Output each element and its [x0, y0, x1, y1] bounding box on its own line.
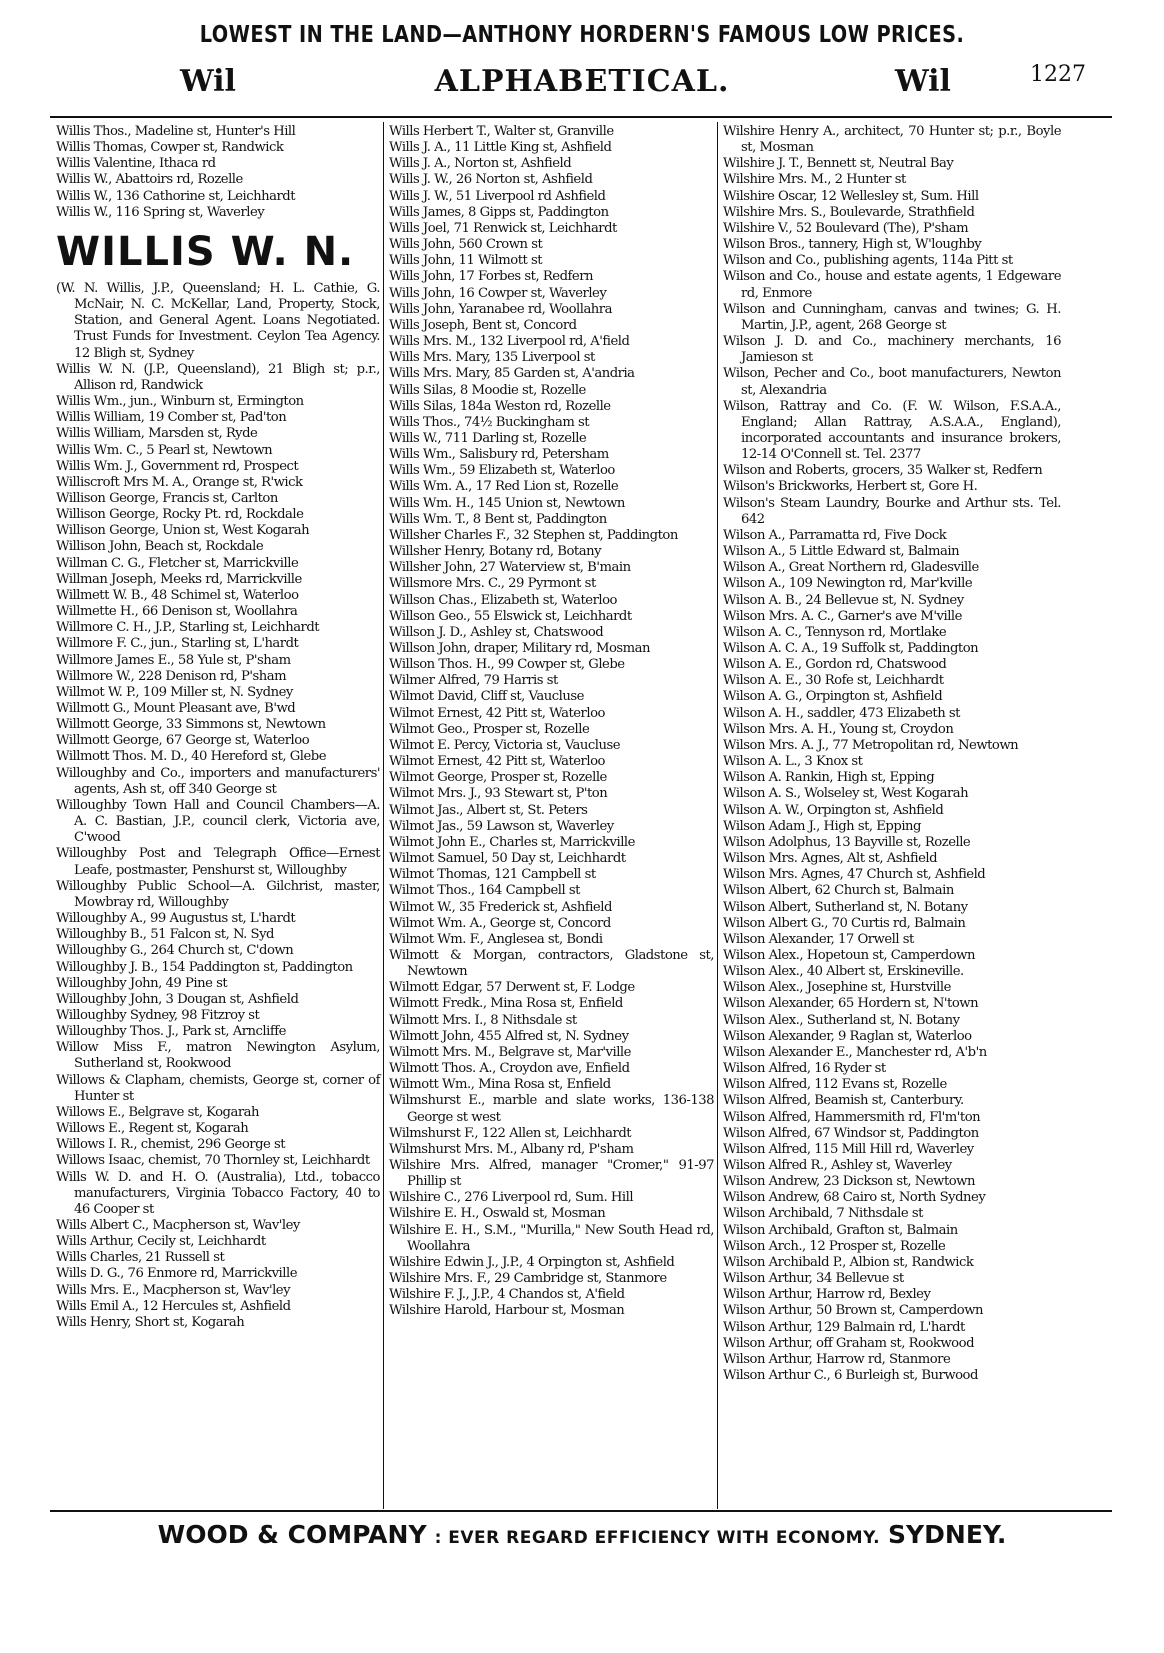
directory-entry: Willson John, draper, Military rd, Mosman	[389, 641, 651, 656]
directory-entry: Wilson Alfred, Hammersmith rd, Fl'm'ton	[723, 1109, 981, 1125]
directory-entry: Wills J. W., 26 Norton st, Ashfield	[389, 172, 593, 188]
left-guide-word: Wil	[180, 64, 236, 99]
directory-entry: Wills Charles, 21 Russell st	[56, 1250, 225, 1266]
directory-entry: Wilshire Henry A., architect, 70 Hunter st; p.r., Boyle st, Mosman	[723, 124, 1061, 156]
directory-entry: Wills Mrs. Mary, 85 Garden st, A'andria	[389, 366, 635, 382]
column-2-entries	[389, 124, 714, 1320]
directory-entry: Wills W., 711 Darling st, Rozelle	[389, 430, 587, 446]
directory-entry: Wilmot E. Percy, Victoria st, Vaucluse	[389, 737, 621, 753]
directory-entry: Willis William, Marsden st, Ryde	[56, 426, 258, 442]
footer-advert-banner	[0, 1520, 1164, 1549]
directory-entry: Willmott G., Mount Pleasant ave, B'wd	[56, 701, 296, 716]
directory-entry: Wilson A. L., 3 Knox st	[723, 754, 863, 770]
directory-entry: Wilson A. G., Orpington st, Ashfield	[723, 689, 943, 705]
directory-entry: Wilson Archibald, 7 Nithsdale st	[723, 1206, 923, 1222]
directory-entry: Wilshire J. T., Bennett st, Neutral Bay	[723, 156, 954, 172]
directory-entry: Wills Joseph, Bent st, Concord	[389, 317, 577, 333]
directory-entry: Wilmot Geo., Prosper st, Rozelle	[389, 721, 590, 737]
directory-entry: Willmore C. H., J.P., Starling st, Leichhardt	[56, 620, 320, 636]
footer-slogan: : EVER REGARD EFFICIENCY WITH ECONOMY.	[434, 1528, 881, 1548]
directory-entry: Wilson Alex., Hopetoun st, Camperdown	[723, 947, 975, 963]
directory-entry: Wilmot Mrs. J., 93 Stewart st, P'ton	[389, 786, 608, 802]
right-guide-word: Wil	[895, 64, 951, 99]
directory-entry: Wilmot George, Prosper st, Rozelle	[389, 770, 607, 786]
directory-entry: Willsher John, 27 Waterview st, B'main	[389, 560, 631, 576]
directory-entry: Wills Silas, 184a Weston rd, Rozelle	[389, 398, 611, 414]
directory-entry: Wilson Adolphus, 13 Bayville st, Rozelle	[723, 834, 971, 850]
directory-entry: Willoughby G., 264 Church st, C'down	[56, 943, 294, 959]
directory-entry: Willis Thomas, Cowper st, Randwick	[56, 140, 284, 156]
column-divider-1	[383, 122, 384, 1509]
directory-entry: Wilmshurst F., 122 Allen st, Leichhardt	[389, 1125, 632, 1141]
directory-entry: Wilson A. C., Tennyson rd, Mortlake	[723, 624, 947, 640]
directory-entry: Wilson Mrs. A. H., Young st, Croydon	[723, 721, 954, 737]
directory-entry: Willows & Clapham, chemists, George st, corner of Hunter st	[56, 1072, 380, 1104]
directory-entry: Willmott Thos. M. D., 40 Hereford st, Glebe	[56, 749, 327, 765]
directory-entry: Wills John, 17 Forbes st, Redfern	[389, 269, 593, 285]
header-rule	[50, 116, 1112, 118]
directory-entry: Wilson A., Great Northern rd, Gladesville	[723, 560, 979, 576]
directory-entry: Willoughby J. B., 154 Paddington st, Paddington	[56, 959, 353, 975]
directory-entry: Wilson Albert, Sutherland st, N. Botany	[723, 899, 968, 915]
directory-entry: Willows I. R., chemist, 296 George st	[56, 1137, 286, 1153]
directory-entry: Wilson A., 109 Newington rd, Mar'kville	[723, 576, 973, 592]
directory-entry: Wilmott Thos. A., Croydon ave, Enfield	[389, 1061, 630, 1077]
directory-entry: Willson Chas., Elizabeth st, Waterloo	[389, 592, 617, 608]
directory-entry: Willison George, Union st, West Kogarah	[56, 523, 310, 539]
directory-entry: Wills Mrs. E., Macpherson st, Wav'ley	[56, 1282, 291, 1298]
directory-entry: Wilson A. E., 30 Rofe st, Leichhardt	[723, 673, 944, 689]
directory-entry: Wilson A. W., Orpington st, Ashfield	[723, 802, 944, 818]
directory-entry: Wilson Bros., tannery, High st, W'loughby	[723, 237, 982, 253]
directory-entry: Wills John, 560 Crown st	[389, 237, 543, 253]
directory-entry: Wilshire V., 52 Boulevard (The), P'sham	[723, 220, 969, 236]
directory-entry: Wilshire C., 276 Liverpool rd, Sum. Hill	[389, 1190, 634, 1206]
directory-entry: Wilson's Steam Laundry, Bourke and Arthur sts. Tel. 642	[723, 495, 1061, 527]
column-3-entries	[723, 124, 1061, 1384]
directory-entry: Willison George, Francis st, Carlton	[56, 490, 278, 506]
directory-entry: Willson Thos. H., 99 Cowper st, Glebe	[389, 657, 625, 673]
directory-entry: Wilson A. Rankin, High st, Epping	[723, 770, 935, 786]
directory-entry: Wilshire Mrs. M., 2 Hunter st	[723, 172, 906, 188]
directory-entry: Wilmott Mrs. M., Belgrave st, Mar'ville	[389, 1044, 631, 1060]
directory-entry: Willoughby Post and Telegraph Office—Ernest Leafe, postmaster, Penshurst st, Willoughby	[56, 846, 380, 878]
directory-entry: Wilson Mrs. Agnes, Alt st, Ashfield	[723, 851, 938, 867]
directory-entry: Willoughby Town Hall and Council Chambers—A. A. C. Bastian, J.P., council clerk, Victoria ave, C'wood	[56, 797, 380, 846]
directory-entry: Wilson A. S., Wolseley st, West Kogarah	[723, 786, 969, 802]
directory-entry: Wills J. W., 51 Liverpool rd Ashfield	[389, 188, 606, 204]
directory-entry: Wilson Alex., Sutherland st, N. Botany	[723, 1012, 960, 1028]
directory-entry: Wilson Albert G., 70 Curtis rd, Balmain	[723, 915, 966, 931]
directory-entry: Willis W., 136 Cathorine st, Leichhardt	[56, 188, 296, 204]
directory-entry: Wills W. D. and H. O. (Australia), Ltd., tobacco manufacturers, Virginia Tobacco Factory, 40 to 46 Cooper st	[56, 1169, 380, 1217]
directory-entry: Wilson A. E., Gordon rd, Chatswood	[723, 657, 947, 673]
directory-entry: Wills Emil A., 12 Hercules st, Ashfield	[56, 1298, 291, 1314]
directory-entry: Willoughby A., 99 Augustus st, L'hardt	[56, 911, 296, 927]
directory-entry: Willoughby Sydney, 98 Fitzroy st	[56, 1007, 260, 1023]
directory-entry: Wilmshurst Mrs. M., Albany rd, P'sham	[389, 1141, 634, 1157]
column-1-entries-top	[56, 124, 380, 221]
directory-entry: Wills Herbert T., Walter st, Granville	[389, 124, 614, 139]
directory-entry: Wills Wm. H., 145 Union st, Newtown	[389, 495, 625, 511]
directory-entry: Wilshire Harold, Harbour st, Mosman	[389, 1303, 625, 1319]
directory-entry: Wilson A. C. A., 19 Suffolk st, Paddington	[723, 641, 979, 656]
directory-entry: Wills Thos., 74½ Buckingham st	[389, 414, 590, 430]
directory-entry: Wilmot Wm. F., Anglesea st, Bondi	[389, 931, 603, 947]
page-title: ALPHABETICAL.	[434, 64, 730, 99]
directory-entry: Wills J. A., 11 Little King st, Ashfield	[389, 140, 612, 156]
directory-entry: Wilson, Pecher and Co., boot manufacturers, Newton st, Alexandria	[723, 366, 1061, 398]
directory-entry: Wills John, 11 Wilmott st	[389, 253, 543, 269]
directory-entry: Wilmott Edgar, 57 Derwent st, F. Lodge	[389, 980, 635, 996]
page-number: 1227	[1030, 62, 1086, 87]
directory-entry: Willmott George, 67 George st, Waterloo	[56, 733, 310, 749]
directory-entry: Wills John, 16 Cowper st, Waverley	[389, 285, 607, 301]
directory-entry: Willison George, Rocky Pt. rd, Rockdale	[56, 507, 304, 523]
column-1-entries-bottom	[56, 362, 380, 1331]
directory-entry: Wilson Alfred, 115 Mill Hill rd, Waverley	[723, 1141, 974, 1157]
directory-entry: Wilmer Alfred, 79 Harris st	[389, 673, 558, 689]
directory-entry: Wilshire F. J., J.P., 4 Chandos st, A'field	[389, 1287, 625, 1303]
directory-entry: Wilson Andrew, 68 Cairo st, North Sydney	[723, 1190, 986, 1206]
directory-entry: Wilson Arthur, 34 Bellevue st	[723, 1271, 904, 1287]
column-1	[56, 124, 380, 1331]
directory-entry: Willsher Henry, Botany rd, Botany	[389, 544, 602, 560]
directory-entry: Willmett W. B., 48 Schimel st, Waterloo	[56, 587, 299, 603]
directory-entry: Wilson A., 5 Little Edward st, Balmain	[723, 544, 960, 560]
directory-entry: Wilson's Brickworks, Herbert st, Gore H.	[723, 479, 978, 495]
footer-city: SYDNEY.	[888, 1520, 1007, 1549]
directory-entry: Wilmot Ernest, 42 Pitt st, Waterloo	[389, 754, 605, 770]
directory-entry: Wilson Alfred, 16 Ryder st	[723, 1061, 886, 1077]
directory-entry: Willows Isaac, chemist, 70 Thornley st, Leichhardt	[56, 1153, 370, 1169]
directory-entry: Wilson and Co., publishing agents, 114a Pitt st	[723, 253, 1013, 269]
directory-entry: Wilson Andrew, 23 Dickson st, Newtown	[723, 1174, 975, 1190]
directory-entry: Wilson Arthur, Harrow rd, Bexley	[723, 1287, 931, 1303]
directory-entry: Wills D. G., 76 Enmore rd, Marrickville	[56, 1266, 298, 1282]
directory-entry: Wilson Mrs. A. J., 77 Metropolitan rd, Newtown	[723, 737, 1019, 753]
directory-entry: Willoughby Public School—A. Gilchrist, master, Mowbray rd, Willoughby	[56, 878, 380, 910]
directory-entry: Wilmott & Morgan, contractors, Gladstone st, Newtown	[389, 947, 714, 980]
directory-entry: Wilmot Ernest, 42 Pitt st, Waterloo	[389, 705, 605, 721]
directory-entry: Wilson Arthur, Harrow rd, Stanmore	[723, 1351, 951, 1367]
directory-entry: Wills Mrs. Mary, 135 Liverpool st	[389, 350, 595, 366]
directory-entry: Wilson Arthur C., 6 Burleigh st, Burwood	[723, 1368, 978, 1384]
directory-entry: Wilson Alfred, Beamish st, Canterbury.	[723, 1093, 964, 1109]
directory-entry: Willis Valentine, Ithaca rd	[56, 156, 216, 172]
directory-entry: Wilmot Wm. A., George st, Concord	[389, 915, 611, 931]
directory-entry: Wilshire E. H., Oswald st, Mosman	[389, 1206, 606, 1222]
directory-entry: Wilmot Jas., Albert st, St. Peters	[389, 802, 588, 818]
footer-rule	[50, 1510, 1112, 1512]
directory-entry: Wilmot John E., Charles st, Marrickville	[389, 834, 635, 850]
directory-entry: Willmette H., 66 Denison st, Woollahra	[56, 604, 298, 620]
directory-entry: Willoughby B., 51 Falcon st, N. Syd	[56, 927, 274, 943]
directory-entry: Wilson Mrs. Agnes, 47 Church st, Ashfield	[723, 867, 986, 883]
directory-entry: Willis William, 19 Comber st, Pad'ton	[56, 410, 287, 426]
directory-entry: Wills John, Yaranabee rd, Woollahra	[389, 301, 612, 317]
directory-entry: Wilmott Fredk., Mina Rosa st, Enfield	[389, 996, 623, 1012]
directory-entry: Wilson Arthur, 50 Brown st, Camperdown	[723, 1303, 984, 1319]
directory-entry: Wilson and Cunningham, canvas and twines; G. H. Martin, J.P., agent, 268 George st	[723, 301, 1061, 333]
directory-entry: Wilmott John, 455 Alfred st, N. Sydney	[389, 1028, 629, 1044]
directory-entry: Wilson Mrs. A. C., Garner's ave M'ville	[723, 608, 962, 624]
directory-entry: Willis Wm. J., Government rd, Prospect	[56, 458, 299, 474]
featured-entry-body: (W. N. Willis, J.P., Queensland; H. L. Cathie, G. McNair, N. C. McKellar, Land, Property, Stock, Station, and General Agent. Loans Negotiated. Trust Funds for Investment. Ceylon Tea Agency. 12 Bligh st, Sydney	[56, 280, 380, 361]
directory-entry: Willis W. N. (J.P., Queensland), 21 Bligh st; p.r., Allison rd, Randwick	[56, 361, 380, 393]
directory-entry: Wills Wm. T., 8 Bent st, Paddington	[389, 511, 607, 527]
directory-entry: Willis W., Abattoirs rd, Rozelle	[56, 172, 243, 188]
directory-entry: Willoughby and Co., importers and manufacturers' agents, Ash st, off 340 George st	[56, 765, 380, 797]
directory-entry: Wilson Alexander, 9 Raglan st, Waterloo	[723, 1028, 972, 1044]
directory-entry: Wilson Arthur, off Graham st, Rookwood	[723, 1335, 975, 1351]
directory-entry: Wilmot David, Cliff st, Vaucluse	[389, 689, 584, 705]
directory-entry: Willman Joseph, Meeks rd, Marrickville	[56, 571, 302, 587]
directory-entry: Wilson J. D. and Co., machinery merchants, 16 Jamieson st	[723, 334, 1061, 366]
directory-entry: Wilson Alexander, 17 Orwell st	[723, 931, 914, 947]
directory-entry: Wills Albert C., Macpherson st, Wav'ley	[56, 1218, 300, 1233]
directory-entry: Willmot W. P., 109 Miller st, N. Sydney	[56, 684, 293, 700]
directory-entry: Wilmott Mrs. I., 8 Nithsdale st	[389, 1012, 577, 1028]
directory-entry: Willmott George, 33 Simmons st, Newtown	[56, 717, 326, 733]
featured-entry-name: WILLIS W. N.	[56, 228, 355, 275]
directory-entry: Wilson and Co., house and estate agents, 1 Edgeware rd, Enmore	[723, 269, 1061, 301]
directory-entry: Wilson A. H., saddler, 473 Elizabeth st	[723, 705, 960, 721]
directory-entry: Willis Thos., Madeline st, Hunter's Hill	[56, 124, 296, 139]
directory-entry: Wilshire Mrs. S., Boulevarde, Strathfield	[723, 204, 975, 220]
directory-entry: Willsher Charles F., 32 Stephen st, Paddington	[389, 527, 678, 543]
directory-entry: Wilson Albert, 62 Church st, Balmain	[723, 883, 954, 899]
directory-entry: Willow Miss F., matron Newington Asylum, Sutherland st, Rookwood	[56, 1040, 380, 1072]
directory-entry: Wilmot Thomas, 121 Campbell st	[389, 867, 596, 883]
directory-entry: Wilson Archibald, Grafton st, Balmain	[723, 1222, 958, 1238]
directory-entry: Wilson A., Parramatta rd, Five Dock	[723, 527, 947, 543]
directory-entry: Wilson Alfred, 67 Windsor st, Paddington	[723, 1125, 979, 1141]
directory-entry: Willson J. D., Ashley st, Chatswood	[389, 624, 604, 640]
directory-entry: Wilmott Wm., Mina Rosa st, Enfield	[389, 1077, 611, 1093]
directory-entry: Wilson Archibald P., Albion st, Randwick	[723, 1254, 974, 1270]
directory-entry: Willows E., Belgrave st, Kogarah	[56, 1104, 259, 1120]
directory-entry: Willoughby John, 3 Dougan st, Ashfield	[56, 991, 299, 1007]
directory-entry: Wilson, Rattray and Co. (F. W. Wilson, F.S.A.A., England; Allan Rattray, A.S.A.A., England), incorporated accountants and insurance brokers, 12-14 O'Connell st. Tel. 2377	[723, 398, 1061, 463]
directory-entry: Williscroft Mrs M. A., Orange st, R'wick	[56, 474, 303, 490]
footer-company-name: WOOD & COMPANY	[157, 1520, 427, 1549]
column-divider-2	[717, 122, 718, 1509]
directory-entry: Wilson Alfred R., Ashley st, Waverley	[723, 1158, 952, 1173]
directory-entry: Wilson and Roberts, grocers, 35 Walker st, Redfern	[723, 463, 1043, 479]
directory-entry: Wilmot Thos., 164 Campbell st	[389, 883, 580, 899]
directory-entry: Wilshire E. H., S.M., "Murilla," New South Head rd, Woollahra	[389, 1222, 714, 1254]
directory-entry: Wilmot Samuel, 50 Day st, Leichhardt	[389, 851, 626, 867]
directory-entry: Wilson Adam J., High st, Epping	[723, 818, 921, 834]
directory-entry: Wilmot W., 35 Frederick st, Ashfield	[389, 899, 612, 915]
directory-entry: Wilson A. B., 24 Bellevue st, N. Sydney	[723, 592, 964, 608]
directory-entry: Wills J. A., Norton st, Ashfield	[389, 156, 572, 172]
directory-entry: Willsmore Mrs. C., 29 Pyrmont st	[389, 576, 596, 592]
directory-entry: Wills Silas, 8 Moodie st, Rozelle	[389, 382, 586, 398]
directory-entry: Wills Arthur, Cecily st, Leichhardt	[56, 1234, 266, 1250]
column-2	[389, 124, 714, 1320]
directory-entry: Wills Wm., 59 Elizabeth st, Waterloo	[389, 463, 615, 479]
directory-entry: Willows E., Regent st, Kogarah	[56, 1121, 249, 1137]
directory-entry: Wills Henry, Short st, Kogarah	[56, 1314, 245, 1330]
directory-entry: Wilson Alex., Josephine st, Hurstville	[723, 980, 951, 996]
directory-entry: Willoughby Thos. J., Park st, Arncliffe	[56, 1024, 286, 1040]
directory-entry: Wilson Alex., 40 Albert st, Erskineville.	[723, 964, 964, 980]
column-3	[723, 124, 1061, 1384]
directory-entry: Wilmshurst E., marble and slate works, 136-138 George st west	[389, 1093, 714, 1125]
directory-entry: Willman C. G., Fletcher st, Marrickville	[56, 555, 299, 571]
directory-entry: Wilson Alfred, 112 Evans st, Rozelle	[723, 1077, 947, 1093]
directory-entry: Willmore W., 228 Denison rd, P'sham	[56, 668, 287, 684]
directory-entry: Wills Mrs. M., 132 Liverpool rd, A'field	[389, 334, 630, 350]
directory-entry: Willis Wm., jun., Winburn st, Ermington	[56, 394, 304, 410]
directory-entry: Willis Wm. C., 5 Pearl st, Newtown	[56, 442, 273, 458]
directory-entry: Wilson Arch., 12 Prosper st, Rozelle	[723, 1238, 946, 1254]
directory-entry: Willmore F. C., jun., Starling st, L'hardt	[56, 636, 299, 652]
directory-entry: Wills Joel, 71 Renwick st, Leichhardt	[389, 220, 617, 236]
directory-entry: Wills Wm. A., 17 Red Lion st, Rozelle	[389, 479, 619, 495]
directory-entry: Wilshire Edwin J., J.P., 4 Orpington st, Ashfield	[389, 1254, 675, 1270]
directory-entry: Willis W., 116 Spring st, Waverley	[56, 204, 265, 220]
directory-entry: Willoughby John, 49 Pine st	[56, 975, 228, 991]
directory-entry: Wilson Alexander, 65 Hordern st, N'town	[723, 996, 979, 1012]
directory-entry: Wills James, 8 Gipps st, Paddington	[389, 204, 609, 220]
directory-entry: Willmore James E., 58 Yule st, P'sham	[56, 652, 291, 668]
directory-entry: Willison John, Beach st, Rockdale	[56, 539, 264, 555]
directory-entry: Willson Geo., 55 Elswick st, Leichhardt	[389, 608, 632, 624]
top-advert-banner: LOWEST IN THE LAND—ANTHONY HORDERN'S FAMOUS LOW PRICES.	[199, 22, 965, 48]
directory-entry: Wilmot Jas., 59 Lawson st, Waverley	[389, 818, 614, 834]
directory-entry: Wilson Arthur, 129 Balmain rd, L'hardt	[723, 1319, 965, 1335]
directory-entry: Wilson Alexander E., Manchester rd, A'b'n	[723, 1044, 987, 1060]
directory-entry: Wills Wm., Salisbury rd, Petersham	[389, 447, 609, 463]
directory-entry: Wilshire Mrs. F., 29 Cambridge st, Stanmore	[389, 1271, 667, 1287]
directory-entry: Wilshire Oscar, 12 Wellesley st, Sum. Hill	[723, 188, 979, 204]
directory-entry: Wilshire Mrs. Alfred, manager "Cromer," 91-97 Phillip st	[389, 1158, 714, 1190]
